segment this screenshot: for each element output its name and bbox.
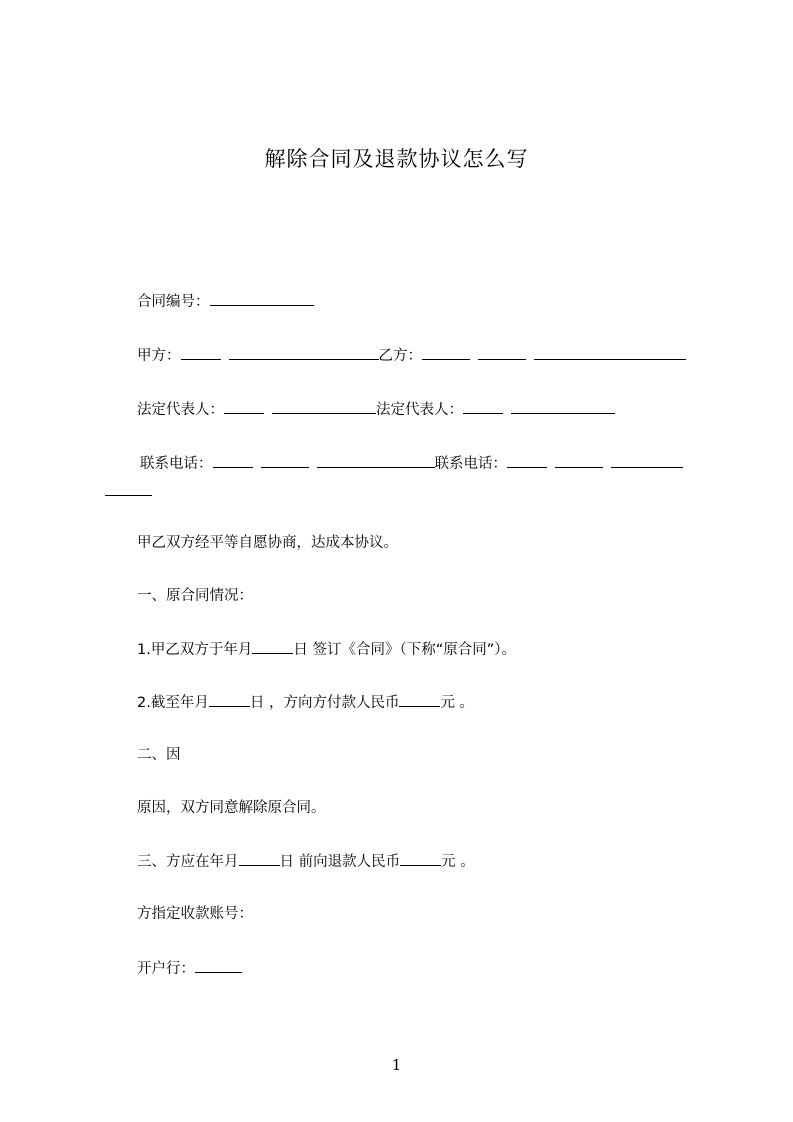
section-2-heading: 二、因	[137, 747, 181, 763]
legal-rep-a-label: 法定代表人：	[137, 402, 224, 418]
phone-b-label: 联系电话：	[434, 456, 507, 472]
contract-number-row	[137, 291, 314, 312]
phone-row	[140, 453, 683, 474]
phone-a-blank-2[interactable]	[261, 453, 309, 468]
phone-b-blank-1[interactable]	[507, 453, 547, 468]
bank-blank[interactable]	[195, 958, 242, 973]
item-2-text-a: 2.截至年月	[137, 695, 209, 711]
section-3-text-a: 三、方应在年月	[137, 854, 239, 870]
contract-number-blank[interactable]	[210, 291, 314, 306]
phone-a-blank-1[interactable]	[213, 453, 253, 468]
item-1-blank[interactable]	[252, 639, 293, 654]
party-b-label: 乙方：	[378, 348, 422, 364]
phone-b-blank-3[interactable]	[611, 453, 683, 468]
page-number: 1	[391, 1056, 402, 1074]
item-1-text-b: 日 签订《合同》（下称“原合同”）。	[293, 642, 516, 658]
bank-label: 开户行：	[137, 961, 195, 977]
section-3-blank-2[interactable]	[400, 851, 441, 866]
phone-b-blank-4[interactable]	[105, 481, 152, 496]
phone-a-blank-3[interactable]	[317, 453, 435, 468]
section-1-heading: 一、原合同情况：	[137, 588, 253, 604]
bank-row	[137, 958, 242, 979]
section-3-blank-1[interactable]	[239, 851, 280, 866]
item-1-text-a: 1.甲乙双方于年月	[137, 642, 253, 658]
item-2-text-b: 日 ，方向方付款人民币	[249, 695, 400, 711]
account-paragraph: 方指定收款账号：	[137, 906, 253, 922]
party-b-blank-2[interactable]	[478, 345, 526, 360]
legal-rep-b-blank-2[interactable]	[511, 399, 615, 414]
legal-rep-row	[137, 399, 615, 420]
legal-rep-a-blank-1[interactable]	[224, 399, 264, 414]
item-2-blank-1[interactable]	[209, 692, 250, 707]
legal-rep-b-blank-1[interactable]	[463, 399, 503, 414]
legal-rep-b-label: 法定代表人：	[376, 402, 463, 418]
phone-row-continued	[105, 481, 152, 502]
party-a-blank-2[interactable]	[229, 345, 379, 360]
item-2-text-c: 元 。	[440, 695, 475, 711]
item-1	[137, 639, 516, 660]
document-title: 解除合同及退款协议怎么写	[264, 147, 529, 171]
phone-a-label: 联系电话：	[140, 456, 213, 472]
section-3	[137, 851, 475, 872]
contract-number-label: 合同编号：	[137, 294, 210, 310]
phone-b-blank-2[interactable]	[555, 453, 603, 468]
party-a-blank-1[interactable]	[181, 345, 221, 360]
legal-rep-a-blank-2[interactable]	[272, 399, 376, 414]
item-2-blank-2[interactable]	[399, 692, 440, 707]
section-3-text-b: 日 前向退款人民币	[279, 854, 401, 870]
intro-paragraph: 甲乙双方经平等自愿协商，达成本协议。	[137, 535, 398, 551]
reason-paragraph: 原因，双方同意解除原合同。	[137, 800, 326, 816]
party-a-label: 甲方：	[137, 348, 181, 364]
section-3-text-c: 元 。	[441, 854, 475, 870]
party-b-blank-3[interactable]	[534, 345, 686, 360]
item-2	[137, 692, 474, 713]
party-b-blank-1[interactable]	[422, 345, 470, 360]
parties-row	[137, 345, 686, 366]
